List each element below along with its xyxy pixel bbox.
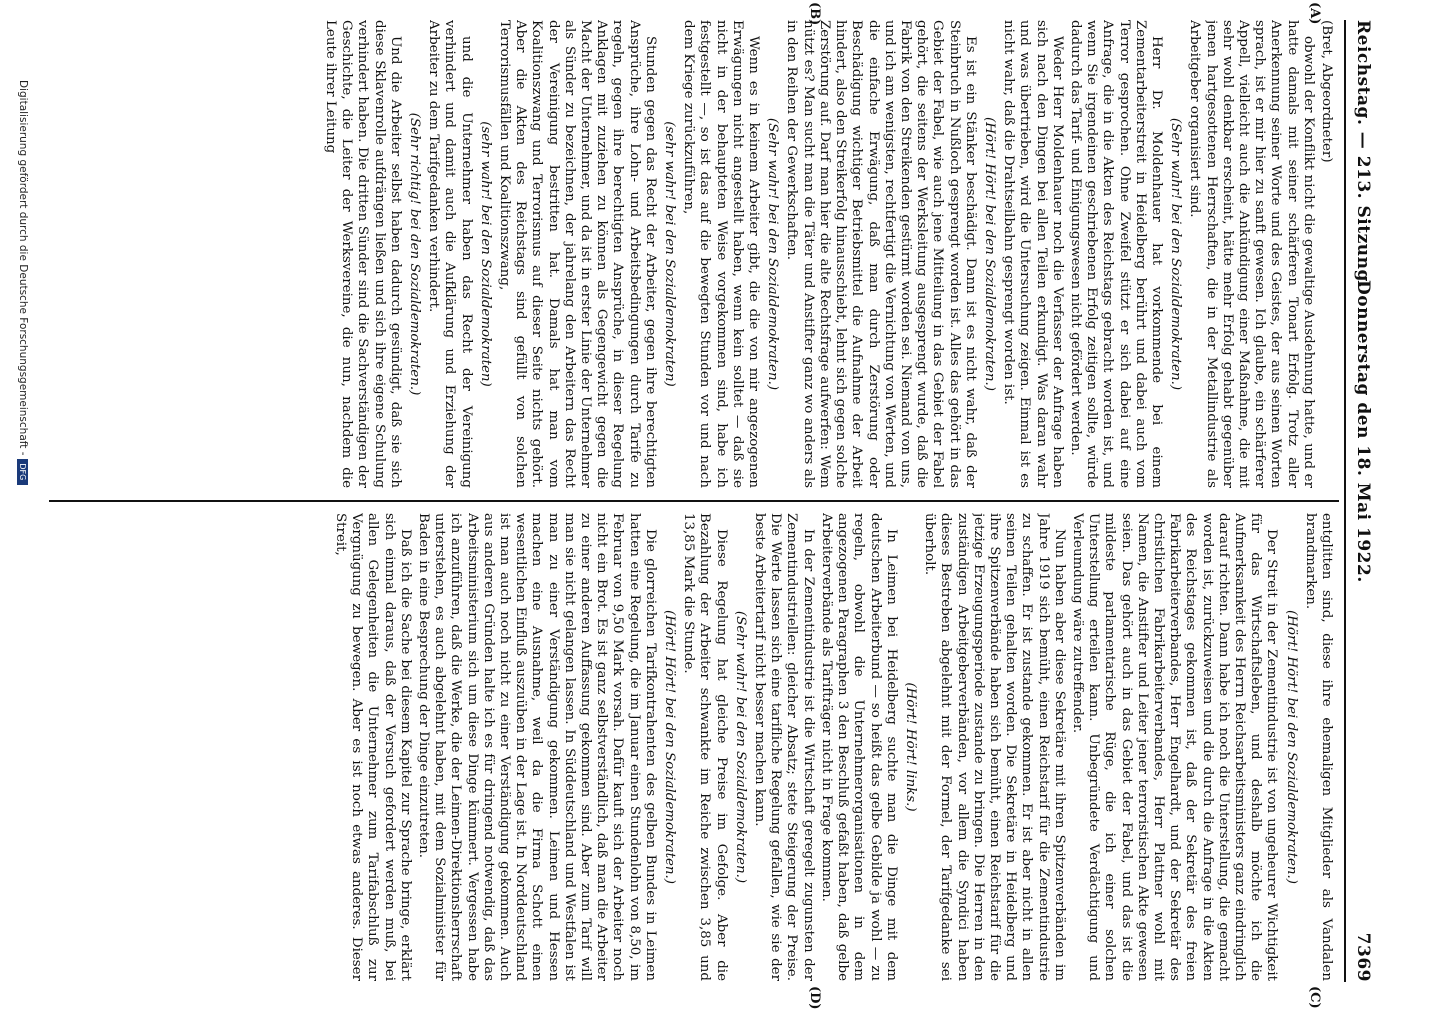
paragraph: In der Zementindustrie ist die Wirtschaft geregelt zugunsten der Zementindustriellen: gleicher Absatz; stete Steigerung der Preise. Die Werte lassen sich eine tarifliche Regelung gefallen, wie sie der beste Arbeitertarif nicht besser machen kann. <box>752 513 816 981</box>
paragraph: Wenn es in keinem Arbeiter gibt, die die von mir angezogenen Erwägungen nicht angestellt haben, wenn kein solltet — daß sie nicht in der behaupteten Weise vorgekommen sind, habe ich festgestellt —, so ist das auf die bewegten Stunden vor und nach dem Kriege zurückzuführen, <box>681 20 762 488</box>
footer-text: Digitalisierung gefördert durch die Deutsche Forschungsgemeinschaft - <box>17 80 29 456</box>
page-header <box>1344 20 1376 982</box>
right-column <box>74 513 1334 981</box>
header-date: Donnerstag den 18. Mai 1922. <box>1353 280 1373 583</box>
paragraph: (Bret, Abgeordneter) <box>1319 20 1334 163</box>
column-divider <box>49 500 1339 502</box>
interjection: (Hört! Hört! bei den Sozialdemokraten.) <box>1283 610 1299 884</box>
left-column <box>74 20 1334 488</box>
paragraph: In Leimen bei Heidelberg suchte man die Dinge mit dem deutschen Arbeiterbund — so heißt das gelbe Gebilde ja wohl — zu regeln, obwohl die Unternehmerorganisationen in dem angezogenen Paragraphen 3 den Beschluß gefaßt haben, daß gelbe Arbeiterverbände als Tarifträger nicht in Frage kommen. <box>818 513 899 981</box>
paragraph: Herr Dr. Moldenhauer hat vorkommende bei einem Zementarbeiterstreit in Heidelberg berührt und dabei auch vom Terror gesprochen. Ohne Zweifel stützt er sich dabei auf eine Anfrage, die in die Akten des Reichstags gebracht worden ist, und wenn Sie irgendeinen geschriebenen Erfolg zeitigen sollte, würde dadurch das Tarif- und Einigungswesen nicht gefördert werden. <box>1067 20 1164 488</box>
paragraph: Diese Regelung hat gleiche Preise im Gefolge. Aber die Bezahlung der Arbeiter schwankte im Reiche zwischen 3,85 und 13,85 Mark die Stunde. <box>681 513 729 981</box>
interjection: (Sehr richtig! bei den Sozialdemokraten.) <box>407 112 423 396</box>
margin-marker-b: (B) <box>807 2 822 26</box>
interjection: (Hört! Hört! links.) <box>902 682 918 812</box>
dfg-logo: DFG <box>18 459 29 485</box>
paragraph: Daß ich die Sache bei diesem Kapitel zur Sprache bringe, erklärt sich einmal daraus, daß der Versuch gefordert werden muß, bei allen Gelegenheiten die Unternehmer zum Tarifabschluß zur Vergnügung zu bewegen. Aber es ist noch etwas anderes. Dieser Streit, <box>333 513 413 981</box>
page-footer <box>17 80 29 980</box>
interjection: (sehr wahr! bei den Sozialdemokraten) <box>477 121 493 387</box>
paragraph: und die Unternehmer haben das Recht der Vereinigung verhindert und damit auch die Aufklärung und Erziehung der Arbeiter zu dem Tarifgedanken verhindert. <box>426 20 474 488</box>
paragraph: entglitten sind, diese ihre ehemaligen Mitglieder als Vandalen brandmarken. <box>1302 513 1334 981</box>
interjection: (Hört! Hört! bei den Sozialdemokraten.) <box>981 117 997 391</box>
header-session: Reichstag. — 213. Sitzung. <box>1353 20 1373 289</box>
paragraph: Es ist ein Stänker beschädigt. Dann ist es nicht wahr, daß der Steinbruch in Nußloch gesprengt worden ist. Alles das gehört in das Gebiet der Fabel, wie auch jene Mitteilung in das Gebiet der Fabel gehört, die seitens der Werksleitung ausgesprengt wurde, daß die Fabrik von den Streikenden gestürmt worden sei. Niemand von uns, und ich am wenigsten, rechtfertigt die Vernichtung von Werten, und die einfache Erwägung, daß man durch Zerstörung oder Beschädigung wichtiger Betriebsmittel die Aufnahme der Arbeit hindert, also den Streikerfolg hinausschiebt, lehnt sich gegen solche Zerstörung auf. Darf man hier die alte Rechtsfrage aufwerfen: Wem nützt es? Man sucht man die Täter und Anstifter ganz wo anders als in den Reihen der Gewerkschaften. <box>784 20 978 488</box>
margin-marker-a: (A) <box>1307 2 1322 25</box>
interjection: (Sehr wahr! bei den Sozialdemokraten.) <box>765 117 781 391</box>
interjection: (Sehr wahr! bei den Sozialdemokraten.) <box>1168 117 1184 391</box>
paragraph: Die glorreichen Tarifkontrahenten des gelben Bundes in Leimen hatten eine Regelung, die im Januar einen Stundenlohn von 8,50, im Februar von 9,50 Mark vorsah. Dafür kauft sich der Arbeiter noch nicht ein Brot. Es ist ganz selbstverständlich, daß man die Arbeiter zu einer anderen Auffassung gekommen sind. Aber zum Tarif will man sie nicht gelangen lassen. In Süddeutschland und Westfalen ist man zu einer Verständigung gekommen. Leimen und Hessen machen eine Ausnahme, weil da die Firma Schott einen wesentlichen Einfluß auszuüben in der Lage ist. In Norddeutschland ist man auch noch nicht zu einer Verständigung gekommen. Auch aus anderen Gründen halte ich es für dringend notwendig, daß das Arbeitsministerium sich um diese Dinge kümmert. Vergessen habe ich anzuführen, daß die Werke, die der Leimen-Direktionsherrschaft unterstehen, es auch abgelehnt haben, mit dem Sozialminister für Baden in eine Besprechung der Dinge einzutreten. <box>416 513 658 981</box>
paragraph: Weder Herr Moldenhauer noch die Verfasser der Anfrage haben sich nach den Dingen bei allen Teilen erkundigt. Was daran wahr und was übertrieben, wird die Untersuchung zeigen. Einmal ist es nicht wahr, daß die Drahtseilbahn gesprengt worden ist. <box>1001 20 1065 488</box>
page-number: 7369 <box>1353 932 1373 982</box>
interjection: (sehr wahr! bei den Sozialdemokraten) <box>662 121 678 387</box>
paragraph: Stunden gegen das Recht der Arbeiter, gegen ihre berechtigten Ansprüche, ihre Lohn- und Arbeitsbedingungen durch Tarife zu regeln, gegen ihre berechtigten Ansprüche, in dieser Regelung Anklagen mit zuziehen zu können als Gegengewicht gegen die Macht der Unternehmer, und da ist in erster Linie der Unternehmer als Sünder zu bezeichnen, der jahrelang den Arbeitern das Recht der Vereinigung bestritten hat. Damals hat man vom Koalitionszwang und Terrorismus auf dieser Seite nichts gehört. Aber die Akten des Reichstags sind gefüllt von solchen Terrorismusfällen und Koalitionszwang, <box>497 20 658 488</box>
margin-marker-c: (C) <box>1307 986 1322 1009</box>
paragraph: Und die Arbeiter selbst haben dadurch gesündigt, daß sie sich diese Sklavenrolle aufdrängen ließen und sich ihre eigene Schulung verhindert haben. Die dritten Sünder sind die Sachverständigen der Geschichte, die Leiter der Werksvereine, die nun, nachdem die Leute ihrer Leitung <box>323 20 403 488</box>
margin-marker-d: (D) <box>807 986 822 1010</box>
interjection: (Hört! Hört! bei den Sozialdemokraten.) <box>662 610 678 884</box>
paragraph: obwohl der Konflikt nicht die gewaltige Ausdehnung hatte, und er hatte damals mit seiner schärferen Tonart Erfolg. Trotz aller Anerkennung seiner Worte und des Geistes, der aus seinen Worten sprach, ist er mir hier zu sanft gewesen. Ich glaube, ein schärferer Appell, vielleicht auch die Ankündigung einer Maßnahme, die mit sehr wohl denkbar erscheint, hätte mehr Erfolg gehabt gegenüber jenen hartgesottenen Herrschaften, die in der Metallindustrie als Arbeitgeber organisiert sind. <box>1187 20 1316 488</box>
interjection: (Sehr wahr! bei den Sozialdemokraten.) <box>732 610 748 884</box>
paragraph: Der Streit in der Zementindustrie ist von ungeheurer Wichtigkeit für das Wirtschaftsleben, und deshalb möchte ich die Aufmerksamkeit des Herrn Reichsarbeitsministers ganz eindringlich darauf richten. Dann habe ich noch die Unterstellung, die gemacht worden ist, zurückzuweisen und die durch die Anfrage in die Akten des Reichstages gekommen ist, daß der Sekretär des freien Fabrikarbeiterverbandes, Herr Engelhardt, und der Sekretär des christlichen Fabrikarbeiterverbandes, Herr Plattner wohl mit Namen, die Anstifter und Leiter jener terroristischen Akte gewesen seien. Das gehört auch in das Gebiet der Fabel, und das ist die mildeste parlamentarische Rüge, die ich einer solchen Unterstellung erteilen kann. Unbegründete Verdächtigung und Verleumdung wäre zutreffender. <box>1069 513 1280 981</box>
paragraph: Nun haben aber diese Sekretäre mit ihren Spitzenverbänden im Jahre 1919 sich bemüht, einen Reichstarif für die Zementindustrie zu schaffen. Er ist zustande gekommen. Er ist aber nicht in allen seinen Teilen gehalten worden. Die Sekretäre in Heidelberg und ihre Spitzenverbände haben sich bemüht, einen Reichstarif für die jetzige Erzeugungsperiode zustande zu bringen. Die Herren in den zuständigen Arbeitgeberverbänden, vor allem die Syndici haben dieses Bestreben abgelehnt mit der Formel, der Tarifgedanke sei überholt. <box>922 513 1067 981</box>
